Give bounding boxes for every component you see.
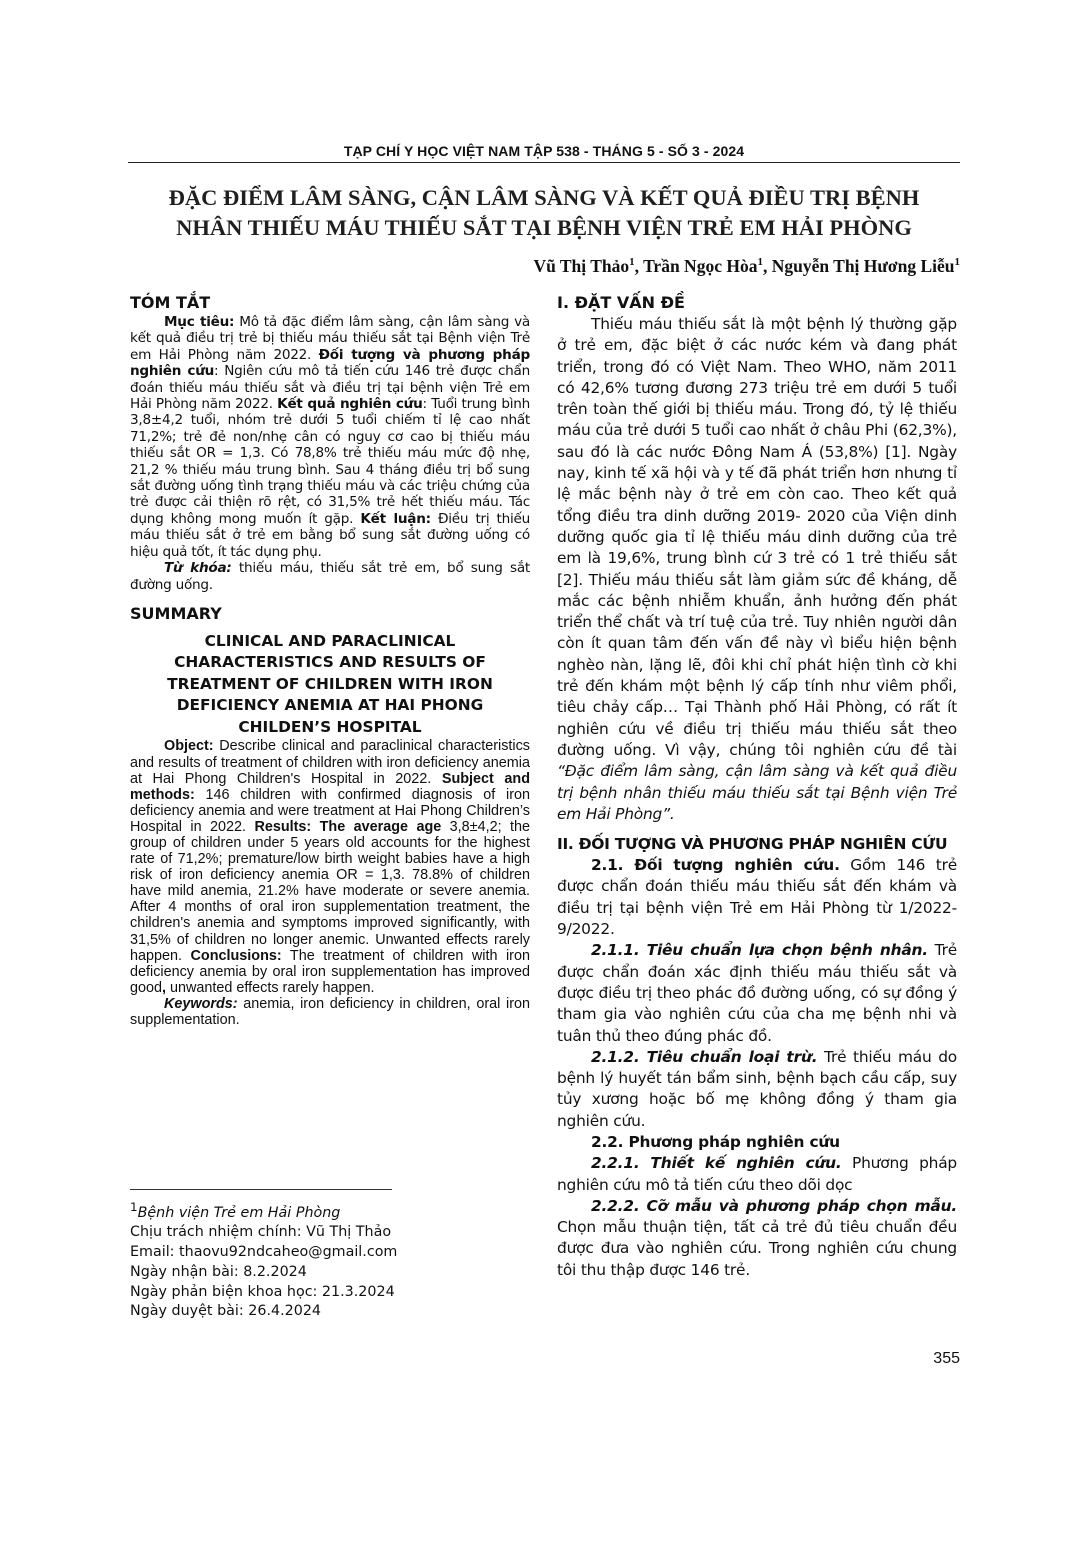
abstract-vn-body: [130, 314, 530, 560]
conclusions-en-text: The treatment of children with iron deficiency anemia by oral iron supplementation has improved good: [130, 947, 530, 996]
results-label: Kết quả nghiên cứu: [277, 396, 423, 413]
right-column: [557, 292, 957, 1281]
conclusion-text: Điều trị thiếu máu thiếu sắt ở trẻ em bằng bổ sung sắt đường uống có hiệu quả tốt, ít tác dụng phụ.: [130, 510, 530, 560]
conclusions-en-comma: ,: [162, 979, 167, 996]
section-2-1-1-label: 2.1.1. Tiêu chuẩn lựa chọn bệnh nhân.: [591, 941, 928, 960]
section-2-2: [557, 1132, 957, 1153]
footnote-corresponding: Chịu trách nhiệm chính: Vũ Thị Thảo: [130, 1224, 392, 1241]
objective-label: Mục tiêu:: [164, 314, 235, 330]
section-2-2-1-label: 2.2.1. Thiết kế nghiên cứu.: [591, 1154, 842, 1173]
results-text: : Tuổi trung bình 3,8±4,2 tuổi, nhóm trẻ dưới 5 tuổi chiếm tỉ lệ cao nhất 71,2%; trẻ đẻ non/nhẹ cân có nguy cơ cao bị thiếu máu thiếu sắt OR = 1,3. Có 78,8% trẻ thiếu máu mức độ nhẹ, 21,2 % thiếu máu trung bình. Sau 4 tháng điều trị bổ sung sắt đường uống tình trạng thiếu máu và các triệu chứng của trẻ được cải thiện rõ rệt, có 31,5% trẻ hết thiếu máu. Tác dụng không mong muốn ít gặp.: [130, 396, 530, 527]
footnote-affiliation: [130, 1198, 530, 1223]
section-2-1-1: [557, 940, 957, 1046]
results-en-label: Results: The average age: [254, 818, 442, 835]
article-title-line-2: NHÂN THIẾU MÁU THIẾU SẮT TẠI BỆNH VIỆN TRẺ EM HẢI PHÒNG: [176, 215, 912, 240]
left-column: [130, 292, 530, 1028]
subject-methods-label: Subject and methods:: [130, 770, 530, 803]
footnote-email: Email: thaovu92ndcaheo@gmail.com: [130, 1244, 398, 1261]
keywords-en-label: Keywords:: [164, 995, 238, 1012]
section-2-1-text: Gồm 146 trẻ được chẩn đoán thiếu máu thiếu sắt đến khám và điều trị tại bệnh viện Trẻ em Hải Phòng từ 1/2022- 9/2022.: [557, 856, 957, 939]
section-2-1-label: 2.1. Đối tượng nghiên cứu.: [591, 856, 840, 875]
article-title: [128, 183, 960, 243]
conclusions-en-label: Conclusions:: [190, 947, 282, 964]
footnote-reviewed: Ngày phản biện khoa học: 21.3.2024: [130, 1283, 395, 1300]
section-2-2-2: [557, 1196, 957, 1281]
conclusions-en-tail: unwanted effects rarely happen.: [166, 979, 375, 996]
journal-header: TẠP CHÍ Y HỌC VIỆT NAM TẬP 538 - THÁNG 5 - SỐ 3 - 2024: [343, 143, 745, 159]
keywords-vn: [130, 560, 530, 593]
section-2-2-1-text: Phương pháp nghiên cứu mô tả tiến cứu theo dõi dọc: [557, 1154, 957, 1194]
footnote: [130, 1198, 530, 1322]
methods-text: : Ngiên cứu mô tả tiến cứu 146 trẻ được chẩn đoán thiếu máu thiếu sắt và điều trị tại bệnh viện Trẻ em Hải Phòng năm 2022.: [130, 363, 530, 413]
keywords-vn-label: Từ khóa:: [164, 560, 232, 577]
intro-body: [557, 314, 957, 825]
section-2-1-2-label: 2.1.2. Tiêu chuẩn loại trừ.: [591, 1047, 818, 1066]
section-2-2-2-text: Chọn mẫu thuận tiện, tất cả trẻ đủ tiêu chuẩn đều được đưa vào nghiên cứu. Trong nghiên cứu chung tôi thu thập được 146 trẻ.: [557, 1218, 957, 1279]
page-number: 355: [933, 1350, 960, 1367]
methods-label: Đối tượng và phương pháp nghiên cứu: [130, 346, 530, 380]
section-2-1-2: [557, 1047, 957, 1132]
keywords-en: [130, 996, 530, 1028]
abstract-vn-heading: TÓM TẮT: [130, 293, 211, 312]
author-list: Vũ Thị Thảo$^1$, Trần Ngọc Hòa$^1$, Nguyễn Thị Hương Liễu$^1$: [533, 256, 960, 276]
footnote-accepted: Ngày duyệt bài: 26.4.2024: [130, 1303, 322, 1320]
intro-heading: I. ĐẶT VẤN ĐỀ: [557, 293, 685, 312]
author-name: Vũ Thị Thảo: [533, 256, 630, 276]
keywords-en-text: anemia, iron deficiency in children, oral iron supplementation.: [130, 995, 530, 1028]
section-2-2-label: 2.2. Phương pháp nghiên cứu: [591, 1132, 840, 1151]
objective-text: Mô tả đặc điểm lâm sàng, cận lâm sàng và kết quả điều trị trẻ bị thiếu máu thiếu sắt tại Bệnh viện Trẻ em Hải Phòng năm 2022.: [130, 314, 530, 363]
author-affiliation-mark: 1: [954, 256, 960, 269]
summary-body: [130, 738, 530, 996]
methods-heading: II. ĐỐI TƯỢNG VÀ PHƯƠNG PHÁP NGHIÊN CỨU: [557, 835, 948, 854]
section-2-1: [557, 855, 957, 940]
header-rule: [128, 162, 960, 163]
object-text: Describe clinical and paraclinical characteristics and results of treatment of children with iron deficiency anemia at Hai Phong Children's Hospital in 2022.: [130, 738, 530, 787]
footnote-mark: 1: [130, 1200, 138, 1214]
author-name: Nguyễn Thị Hương Liễu: [771, 256, 955, 276]
conclusion-label: Kết luận:: [360, 510, 431, 527]
section-2-1-1-text: Trẻ được chẩn đoán xác định thiếu máu thiếu sắt và được điều trị theo phác đồ đường uống, có sự đồng ý tham gia vào nghiên cứu của cha mẹ bệnh nhi và tuân thủ theo đúng phác đồ.: [557, 941, 957, 1045]
object-label: Object:: [164, 738, 214, 755]
summary-title: CLINICAL AND PARACLINICAL CHARACTERISTICS AND RESULTS OF TREATMENT OF CHILDREN WITH IRON DEFICIENCY ANEMIA AT HAI PHONG CHILDEN’S HOSPITAL: [167, 631, 493, 736]
footnote-received: Ngày nhận bài: 8.2.2024: [130, 1263, 307, 1280]
section-2-1-2-text: Trẻ thiếu máu do bệnh lý huyết tán bẩm sinh, bệnh bạch cầu cấp, suy tủy xương hoặc bố mẹ không đồng ý tham gia nghiên cứu.: [557, 1047, 957, 1130]
subject-methods-text: 146 children with confirmed diagnosis of iron deficiency anemia and were treatment at Hai Phong Children’s Hospital in 2022.: [130, 786, 530, 835]
results-en-text: 3,8±4,2; the group of children under 5 years old accounts for the highest rate of 71,2%; premature/low birth weight babies have a high risk of iron deficiency anemia OR = 1,3. 78.8% of children have mild anemia, 21.2% have moderate or severe anemia. After 4 months of oral iron supplementation treatment, the children's anemia and symptoms improved significantly, with 31,5% of children no longer anemic. Unwanted effects rarely happen.: [130, 818, 531, 964]
author-affiliation-mark: 1: [757, 256, 763, 269]
summary-heading: SUMMARY: [130, 603, 222, 623]
footnote-rule: [130, 1189, 392, 1190]
author-affiliation-mark: 1: [629, 256, 635, 269]
intro-study-title: “Đặc điểm lâm sàng, cận lâm sàng và kết quả điều trị bệnh nhân thiếu máu thiếu sắt tại Bệnh viện Trẻ em Hải Phòng”.: [557, 762, 957, 823]
author-name: Trần Ngọc Hòa: [643, 256, 758, 276]
intro-text: Thiếu máu thiếu sắt là một bệnh lý thường gặp ở trẻ em, đặc biệt ở các nước kém và đang phát triển, trong đó có Việt Nam. Theo WHO, năm 2011 có 42,6% tương đương 273 triệu trẻ em dưới 5 tuổi trên toàn thế giới bị thiếu máu. Trong đó, tỷ lệ thiếu máu của trẻ dưới 5 tuổi cao nhất ở châu Phi (62,3%), sau đó là các nước Đông Nam Á (53,8%) [1]. Ngày nay, kinh tế xã hội và y tế đã phát triển hơn nhưng tỉ lệ mắc bệnh này ở trẻ em còn cao. Theo kết quả tổng điều tra dinh dưỡng 2019- 2020 của Viện dinh dưỡng quốc gia tỉ lệ thiếu máu dinh dưỡng của trẻ em là 19,6%, trung bình cứ 3 trẻ có 1 trẻ thiếu sắt [2]. Thiếu máu thiếu sắt làm giảm sức đề kháng, dễ mắc các bệnh nhiễm khuẩn, ảnh hưởng đến phát triển thể chất và trí tuệ của trẻ. Tuy nhiên người dân còn ít quan tâm đến vấn đề này vì biểu hiện bệnh nghèo nàn, lặng lẽ, đôi khi chỉ phát hiện tình cờ khi trẻ đến khám một bệnh lý cấp tính như viêm phổi, tiêu chảy cấp… Tại Thành phố Hải Phòng, có rất ít nghiên cứu về điều trị thiếu máu thiếu sắt theo đường uống. Vì vậy, chúng tôi nghiên cứu đề tài: [557, 315, 957, 759]
article-title-line-1: ĐẶC ĐIỂM LÂM SÀNG, CẬN LÂM SÀNG VÀ KẾT QUẢ ĐIỀU TRỊ BỆNH: [168, 185, 920, 210]
section-2-2-2-label: 2.2.2. Cỡ mẫu và phương pháp chọn mẫu.: [591, 1196, 957, 1215]
section-2-2-1: [557, 1153, 957, 1196]
keywords-vn-text: thiếu máu, thiếu sắt trẻ em, bổ sung sắt đường uống.: [130, 560, 530, 593]
footnote-affiliation-text: Bệnh viện Trẻ em Hải Phòng: [137, 1204, 341, 1221]
